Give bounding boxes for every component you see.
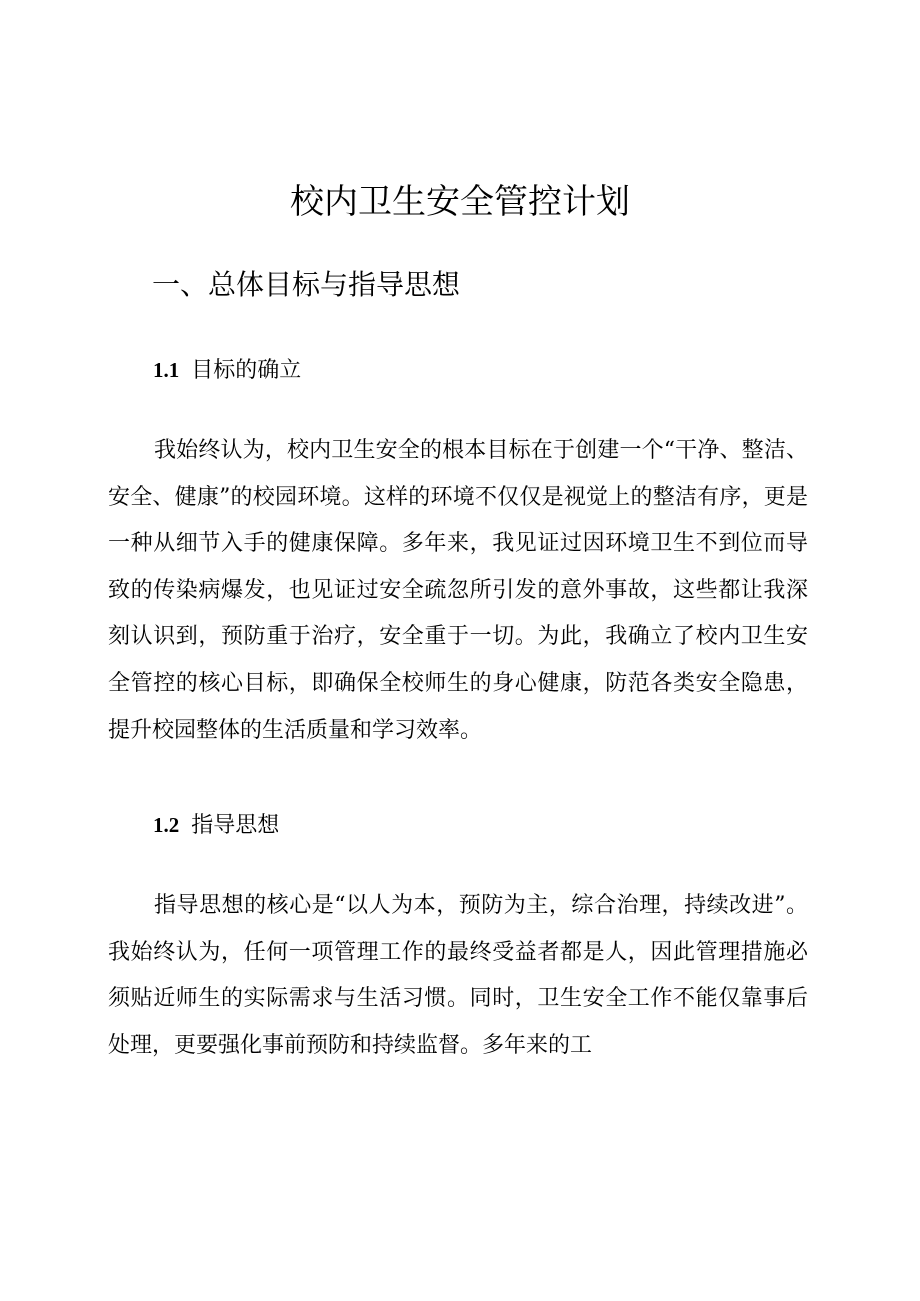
subsection-heading-1-1 xyxy=(153,354,301,387)
subsection-number: 1.2 xyxy=(153,813,180,837)
subsection-number: 1.1 xyxy=(153,358,180,382)
subsection-title: 目标的确立 xyxy=(191,358,302,383)
section-heading: 一、总体目标与指导思想 xyxy=(152,268,461,301)
subsection-title: 指导思想 xyxy=(191,813,280,838)
subsection-heading-1-2 xyxy=(153,809,279,842)
document-title: 校内卫生安全管控计划 xyxy=(290,182,630,222)
body-paragraph-1-1: 我始终认为，校内卫生安全的根本目标在于创建一个“干净、整洁、安全、健康”的校园环境。这样的环境不仅仅是视觉上的整洁有序，更是一种从细节入手的健康保障。多年来，我见证过因环境卫生不到位而导致的传染病爆发，也见证过安全疏忽所引发的意外事故，这些都让我深刻认识到，预防重于治疗，安全重于一切。为此，我确立了校内卫生安全管控的核心目标，即确保全校师生的身心健康，防范各类安全隐患，提升校园整体的生活质量和学习效率。 xyxy=(108,438,808,743)
body-paragraph-1-2: 指导思想的核心是“以人为本，预防为主，综合治理，持续改进”。我始终认为，任何一项管理工作的最终受益者都是人，因此管理措施必须贴近师生的实际需求与生活习惯。同时，卫生安全工作不能仅靠事后处理，更要强化事前预防和持续监督。多年来的工 xyxy=(108,893,808,1058)
